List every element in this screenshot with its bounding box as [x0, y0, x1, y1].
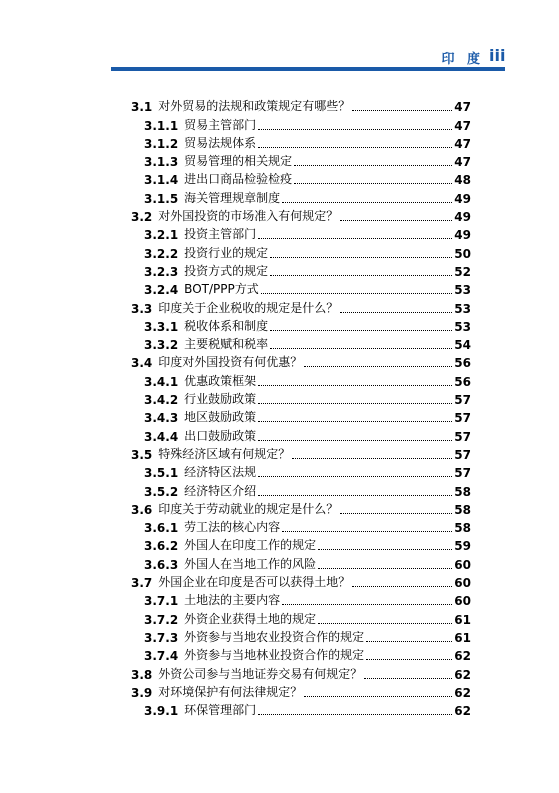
toc-leader-dots — [258, 147, 452, 148]
toc-entry-title: 地区鼓励政策 — [184, 410, 257, 425]
toc-entry-title: 经济特区法规 — [184, 465, 257, 480]
toc-entry-page: 61 — [454, 630, 471, 645]
toc-entry-page: 60 — [454, 576, 471, 591]
header-title: 印 度 — [441, 52, 484, 67]
toc-leader-dots — [258, 476, 452, 477]
toc-entry-page: 53 — [454, 301, 471, 316]
toc-entry[interactable] — [111, 627, 471, 645]
toc-entry-title: 对环境保护有何法律规定？ — [158, 684, 303, 699]
toc-entry-number: 3.9.1 — [144, 704, 179, 719]
toc-entry[interactable] — [111, 279, 471, 297]
toc-entry[interactable] — [111, 96, 471, 114]
toc-entry-title: 外资企业获得土地的规定 — [184, 611, 317, 626]
toc-entry-number: 3.5 — [131, 447, 153, 462]
toc-entry[interactable] — [111, 590, 471, 608]
page-number: iii — [489, 46, 506, 65]
toc-entry-title: 外国人在印度工作的规定 — [184, 538, 317, 553]
toc-leader-dots — [304, 696, 452, 697]
toc-leader-dots — [258, 440, 452, 441]
toc-entry-number: 3.7.2 — [144, 612, 179, 627]
toc-leader-dots — [292, 458, 452, 459]
toc-leader-dots — [304, 366, 452, 367]
toc-leader-dots — [352, 586, 452, 587]
toc-entry[interactable] — [111, 389, 471, 407]
toc-entry-page: 58 — [454, 521, 471, 536]
toc-entry-page: 50 — [454, 246, 471, 261]
toc-entry-page: 47 — [454, 136, 471, 151]
toc-leader-dots — [270, 275, 452, 276]
toc-entry-page: 56 — [454, 374, 471, 389]
toc-entry-number: 3.5.2 — [144, 484, 179, 499]
toc-entry-page: 60 — [454, 594, 471, 609]
toc-entry-page: 48 — [454, 173, 471, 188]
toc-leader-dots — [282, 531, 452, 532]
toc-leader-dots — [340, 513, 452, 514]
toc-entry[interactable] — [111, 224, 471, 242]
toc-entry-title: 土地法的主要内容 — [184, 593, 281, 608]
toc-leader-dots — [270, 257, 452, 258]
table-of-contents — [111, 96, 471, 718]
toc-entry-number: 3.4.3 — [144, 411, 179, 426]
toc-entry-page: 49 — [454, 228, 471, 243]
toc-entry-number: 3.4.1 — [144, 374, 179, 389]
toc-entry-number: 3.2.3 — [144, 264, 179, 279]
toc-entry-number: 3.7.1 — [144, 594, 179, 609]
toc-leader-dots — [318, 623, 452, 624]
toc-entry-page: 52 — [454, 264, 471, 279]
toc-leader-dots — [258, 403, 452, 404]
toc-leader-dots — [364, 678, 452, 679]
toc-leader-dots — [340, 312, 452, 313]
toc-entry-number: 3.1.3 — [144, 155, 179, 170]
toc-leader-dots — [258, 385, 452, 386]
toc-entry[interactable] — [111, 553, 471, 571]
toc-entry-title: 特殊经济区域有何规定？ — [158, 446, 291, 461]
toc-entry-page: 49 — [454, 191, 471, 206]
toc-entry[interactable] — [111, 608, 471, 626]
toc-entry-number: 3.2.1 — [144, 228, 179, 243]
toc-entry-page: 62 — [454, 649, 471, 664]
toc-entry-number: 3.4 — [131, 356, 153, 371]
toc-entry[interactable] — [111, 407, 471, 425]
toc-entry[interactable] — [111, 444, 471, 462]
toc-entry-title: 出口鼓励政策 — [184, 428, 257, 443]
toc-entry-page: 61 — [454, 612, 471, 627]
toc-leader-dots — [258, 129, 452, 130]
toc-entry-title: 对外贸易的法规和政策规定有哪些？ — [158, 99, 351, 114]
toc-entry[interactable] — [111, 242, 471, 260]
toc-entry-title: 主要税赋和税率 — [184, 337, 269, 352]
toc-entry-page: 57 — [454, 447, 471, 462]
toc-entry-page: 49 — [454, 210, 471, 225]
toc-entry-page: 57 — [454, 466, 471, 481]
toc-entry-number: 3.6 — [131, 502, 153, 517]
toc-entry-title: 劳工法的核心内容 — [184, 520, 281, 535]
toc-entry[interactable] — [111, 462, 471, 480]
toc-entry-title: 优惠政策框架 — [184, 373, 257, 388]
toc-entry-title: 外资公司参与当地证券交易有何规定？ — [158, 666, 363, 681]
toc-entry-page: 57 — [454, 429, 471, 444]
toc-entry-number: 3.4.4 — [144, 429, 179, 444]
toc-entry-number: 3.2 — [131, 210, 153, 225]
toc-leader-dots — [261, 293, 453, 294]
toc-entry-page: 57 — [454, 411, 471, 426]
toc-entry-page: 47 — [454, 100, 471, 115]
toc-entry-number: 3.1.2 — [144, 136, 179, 151]
toc-entry-title: 税收体系和制度 — [184, 318, 269, 333]
toc-leader-dots — [270, 348, 452, 349]
toc-entry-number: 3.6.1 — [144, 521, 179, 536]
toc-leader-dots — [258, 238, 452, 239]
toc-entry-number: 3.1.4 — [144, 173, 179, 188]
toc-entry-title: 海关管理规章制度 — [184, 190, 281, 205]
toc-entry[interactable] — [111, 206, 471, 224]
toc-entry[interactable] — [111, 133, 471, 151]
toc-entry-page: 47 — [454, 155, 471, 170]
toc-entry-number: 3.2.2 — [144, 246, 179, 261]
toc-entry-number: 3.5.1 — [144, 466, 179, 481]
toc-leader-dots — [258, 495, 452, 496]
toc-entry-page: 62 — [454, 704, 471, 719]
toc-entry[interactable] — [111, 682, 471, 700]
toc-entry-page: 59 — [454, 539, 471, 554]
toc-entry-page: 47 — [454, 118, 471, 133]
toc-entry-number: 3.7 — [131, 576, 153, 591]
toc-leader-dots — [258, 421, 452, 422]
toc-entry-title: BOT/PPP方式 — [184, 282, 259, 297]
toc-leader-dots — [366, 641, 452, 642]
toc-entry-title: 投资行业的规定 — [184, 245, 269, 260]
toc-entry-number: 3.2.4 — [144, 283, 179, 298]
toc-entry-title: 进出口商品检验检疫 — [184, 172, 293, 187]
header-rule — [111, 67, 505, 71]
toc-leader-dots — [258, 714, 452, 715]
toc-leader-dots — [366, 659, 452, 660]
toc-leader-dots — [294, 165, 452, 166]
toc-entry[interactable] — [111, 663, 471, 681]
toc-entry[interactable] — [111, 114, 471, 132]
toc-leader-dots — [282, 604, 452, 605]
toc-entry-title: 经济特区介绍 — [184, 483, 257, 498]
toc-entry-title: 贸易法规体系 — [184, 135, 257, 150]
toc-entry[interactable] — [111, 352, 471, 370]
toc-entry-title: 贸易管理的相关规定 — [184, 154, 293, 169]
toc-entry-number: 3.3.1 — [144, 319, 179, 334]
toc-entry-number: 3.1.5 — [144, 191, 179, 206]
toc-entry-number: 3.6.3 — [144, 557, 179, 572]
toc-entry-title: 外国企业在印度是否可以获得土地？ — [158, 575, 351, 590]
toc-entry[interactable] — [111, 370, 471, 388]
toc-entry-number: 3.1 — [131, 100, 153, 115]
toc-leader-dots — [294, 183, 452, 184]
toc-entry[interactable] — [111, 480, 471, 498]
toc-entry-title: 印度对外国投资有何优惠？ — [158, 355, 303, 370]
toc-entry-number: 3.4.2 — [144, 393, 179, 408]
toc-entry[interactable] — [111, 645, 471, 663]
toc-entry-title: 外资参与当地林业投资合作的规定 — [184, 648, 365, 663]
toc-entry-page: 62 — [454, 667, 471, 682]
toc-entry-number: 3.7.3 — [144, 630, 179, 645]
toc-entry[interactable] — [111, 151, 471, 169]
toc-entry[interactable] — [111, 261, 471, 279]
toc-entry-number: 3.7.4 — [144, 649, 179, 664]
toc-entry-title: 行业鼓励政策 — [184, 392, 257, 407]
toc-entry[interactable] — [111, 187, 471, 205]
toc-entry[interactable] — [111, 535, 471, 553]
toc-leader-dots — [318, 568, 452, 569]
toc-leader-dots — [282, 202, 452, 203]
toc-entry-number: 3.1.1 — [144, 118, 179, 133]
toc-entry[interactable] — [111, 700, 471, 718]
toc-entry-page: 58 — [454, 484, 471, 499]
toc-leader-dots — [352, 110, 452, 111]
toc-entry-title: 外国人在当地工作的风险 — [184, 556, 317, 571]
toc-entry-title: 贸易主管部门 — [184, 117, 257, 132]
toc-entry[interactable] — [111, 297, 471, 315]
toc-entry-title: 外资参与当地农业投资合作的规定 — [184, 629, 365, 644]
toc-entry[interactable] — [111, 517, 471, 535]
toc-entry-title: 印度关于企业税收的规定是什么？ — [158, 300, 339, 315]
toc-entry[interactable] — [111, 425, 471, 443]
toc-entry[interactable] — [111, 572, 471, 590]
toc-entry[interactable] — [111, 499, 471, 517]
toc-entry-title: 环保管理部门 — [184, 703, 257, 718]
toc-entry-number: 3.3.2 — [144, 338, 179, 353]
toc-entry-number: 3.3 — [131, 301, 153, 316]
toc-entry-page: 60 — [454, 557, 471, 572]
toc-entry-title: 投资主管部门 — [184, 227, 257, 242]
toc-entry-page: 56 — [454, 356, 471, 371]
toc-entry-page: 57 — [454, 393, 471, 408]
toc-entry-page: 54 — [454, 338, 471, 353]
toc-entry-title: 投资方式的规定 — [184, 263, 269, 278]
toc-entry[interactable] — [111, 334, 471, 352]
toc-entry-page: 53 — [454, 319, 471, 334]
toc-entry-number: 3.6.2 — [144, 539, 179, 554]
toc-entry-page: 62 — [454, 685, 471, 700]
toc-entry-title: 印度关于劳动就业的规定是什么？ — [158, 501, 339, 516]
toc-leader-dots — [318, 549, 452, 550]
toc-entry[interactable] — [111, 316, 471, 334]
toc-entry-number: 3.8 — [131, 667, 153, 682]
toc-entry[interactable] — [111, 169, 471, 187]
toc-leader-dots — [340, 220, 452, 221]
toc-entry-number: 3.9 — [131, 685, 153, 700]
toc-entry-page: 58 — [454, 502, 471, 517]
toc-entry-title: 对外国投资的市场准入有何规定？ — [158, 209, 339, 224]
toc-entry-page: 53 — [454, 283, 471, 298]
toc-leader-dots — [270, 330, 452, 331]
